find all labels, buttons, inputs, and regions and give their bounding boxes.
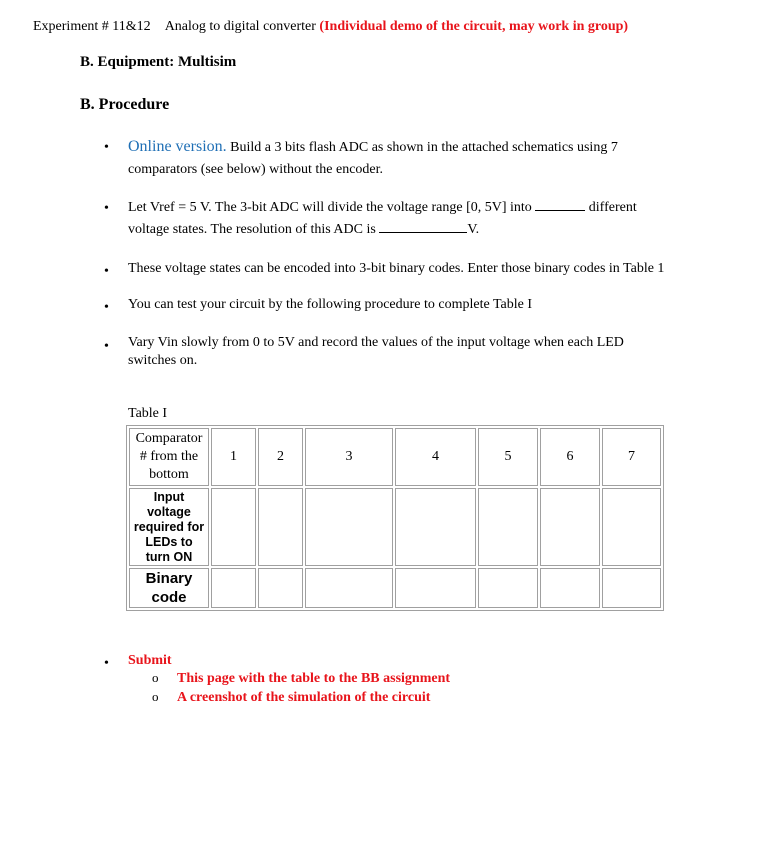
row-label-line: Input (153, 489, 185, 504)
row-label-line: LEDs to (145, 534, 193, 549)
bullet-1-text: Build a 3 bits flash ADC as shown in the attached schematics using 7 (226, 140, 618, 155)
row-label-line: # from the (139, 449, 199, 464)
bullet-icon: • (104, 201, 109, 216)
input-voltage-cell[interactable] (258, 488, 303, 566)
binary-code-cell[interactable] (211, 568, 256, 608)
page-header (33, 19, 628, 35)
table-1 (126, 425, 664, 611)
experiment-title: Analog to digital converter (164, 19, 316, 34)
header-note: (Individual demo of the circuit, may work in group) (319, 19, 629, 34)
row-label-line: Comparator (135, 431, 203, 446)
input-voltage-cell[interactable] (478, 488, 538, 566)
bullet-icon: • (104, 140, 109, 155)
column-header-5: 5 (478, 428, 538, 486)
binary-code-cell[interactable] (478, 568, 538, 608)
bullet-2-text-2: voltage states. The resolution of this ADC is (128, 222, 376, 237)
column-header-1: 1 (211, 428, 256, 486)
bullet-2-text-b: different (588, 200, 637, 215)
bullet-icon: • (104, 656, 109, 671)
bullet-4: You can test your circuit by the following procedure to complete Table I (128, 297, 533, 312)
binary-code-cell[interactable] (395, 568, 476, 608)
row-label-line: Binary (145, 570, 193, 587)
row-label-line: required for (133, 519, 205, 534)
bullet-5-text: Vary Vin slowly from 0 to 5V and record the values of the input voltage when each LED (128, 335, 624, 350)
row-label-line: bottom (149, 467, 189, 482)
binary-code-cell[interactable] (540, 568, 600, 608)
table-row-binary-code (129, 568, 661, 608)
binary-code-cell[interactable] (305, 568, 393, 608)
divisions-blank[interactable] (535, 198, 585, 211)
binary-code-cell[interactable] (258, 568, 303, 608)
row-label-binary-code (129, 568, 209, 608)
binary-code-cell[interactable] (602, 568, 661, 608)
input-voltage-cell[interactable] (305, 488, 393, 566)
table-row-comparator (129, 428, 661, 486)
column-header-4: 4 (395, 428, 476, 486)
submit-label: Submit (128, 653, 172, 668)
bullet-2-text: Let Vref = 5 V. The 3-bit ADC will divide the voltage range [0, 5V] into (128, 200, 532, 215)
circle-bullet-icon: o (152, 689, 159, 704)
bullet-2-unit: V. (467, 222, 480, 237)
input-voltage-cell[interactable] (602, 488, 661, 566)
bullet-5-text-2: switches on. (128, 353, 198, 368)
row-label-comparator (129, 428, 209, 486)
bullet-icon: • (104, 339, 109, 354)
equipment-heading: B. Equipment: Multisim (80, 54, 237, 70)
bullet-1-text-2: comparators (see below) without the encoder. (128, 162, 384, 177)
column-header-6: 6 (540, 428, 600, 486)
row-label-line: code (151, 589, 187, 606)
experiment-number: Experiment # 11&12 (33, 19, 151, 34)
column-header-7: 7 (602, 428, 661, 486)
submit-item-1: This page with the table to the BB assignment (177, 671, 451, 686)
circle-bullet-icon: o (152, 670, 159, 685)
bullet-5 (128, 334, 624, 370)
input-voltage-cell[interactable] (211, 488, 256, 566)
row-label-line: turn ON (145, 549, 193, 564)
column-header-3: 3 (305, 428, 393, 486)
bullet-icon: • (104, 300, 109, 315)
bullet-icon: • (104, 264, 109, 279)
bullet-1 (128, 136, 618, 181)
online-version-link[interactable]: Online version. (128, 138, 227, 155)
column-header-2: 2 (258, 428, 303, 486)
input-voltage-cell[interactable] (395, 488, 476, 566)
resolution-blank[interactable] (379, 220, 467, 233)
table-row-input-voltage (129, 488, 661, 566)
input-voltage-cell[interactable] (540, 488, 600, 566)
submit-item-2: A creenshot of the simulation of the circuit (177, 690, 431, 705)
row-label-input-voltage (129, 488, 209, 566)
table-caption: Table I (128, 406, 168, 421)
bullet-2 (128, 197, 637, 241)
row-label-line: voltage (147, 504, 191, 519)
bullet-3: These voltage states can be encoded into 3-bit binary codes. Enter those binary codes in Table 1 (128, 261, 665, 276)
procedure-heading: B. Procedure (80, 96, 170, 113)
